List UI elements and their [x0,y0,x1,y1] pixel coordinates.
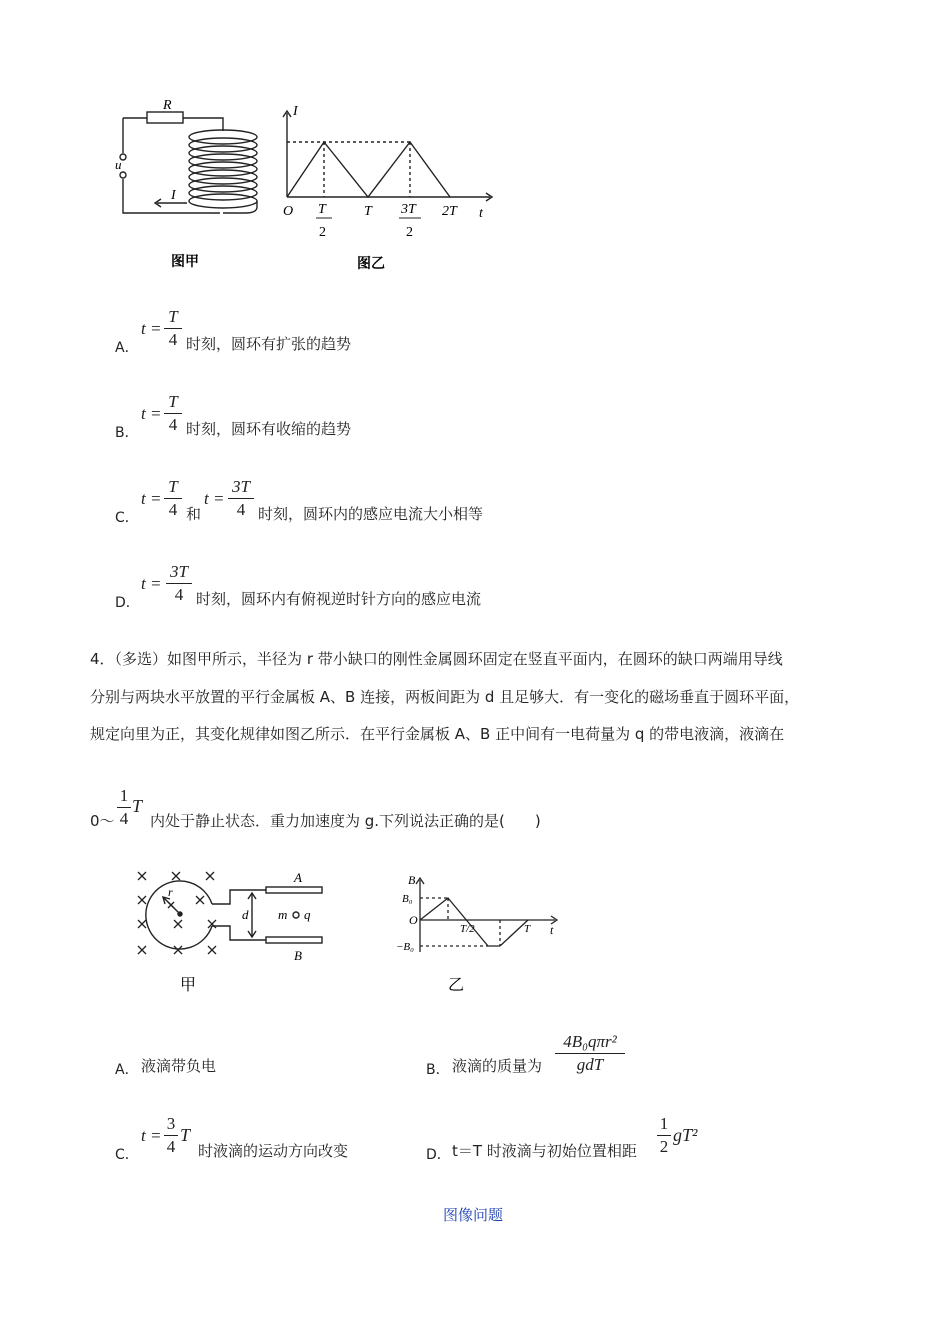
q4-option-c-text: 时液滴的运动方向改变 [198,1142,349,1160]
tick-3t-half-num: 3T [401,202,416,217]
graph1-origin: O [283,204,294,219]
q4-option-b-text: 液滴的质量为 [452,1057,543,1075]
figure2-left-caption: 甲 [180,977,197,994]
triangle-wave [287,142,450,197]
section-footer-link[interactable]: 图像问题 [443,1206,504,1224]
b-graph-x-label: t [550,923,554,937]
q4-option-d-text: t＝T 时液滴与初始位置相距 [452,1142,637,1160]
drop-mass-label: m [278,907,288,922]
q4-stem-line-3: 规定向里为正，其变化规律如图乙所示．在平行金属板 A、B 正中间有一电荷量为 q 的带电液滴，液滴在 [90,725,785,743]
figure2-right-caption: 乙 [448,977,465,994]
b-graph-y-label: B [408,873,416,887]
q4-stem-line-4-prefix: 0～ [90,812,115,830]
q4-stem-line-2: 分别与两块水平放置的平行金属板 A、B 连接，两板间距为 d 且足够大．有一变化的磁场垂直于圆环平面， [90,688,800,706]
q3-option-c-mid-text: 和 [186,505,202,523]
q3-option-c-label: C． [115,510,139,526]
q3-option-d-text: 时刻，圆环内有俯视逆时针方向的感应电流 [196,590,482,608]
q3-option-d-fraction: 3T 4 [166,562,192,605]
q4-option-a-text: 液滴带负电 [141,1057,217,1075]
voltage-label: u [115,157,122,172]
gap-label: d [242,907,249,922]
q3-option-c-var: t = [141,489,162,508]
drop-charge-label: q [304,907,311,922]
wire-top [212,890,266,904]
q4-option-c-var: t = [141,1126,162,1145]
coil [189,130,257,213]
q3-option-a-var: t = [141,319,162,338]
plate-a-label: A [294,870,302,885]
q4-option-d-fraction: 1 2 [657,1114,671,1157]
q4-option-b-fraction: 4B₀qπr² gdT [555,1032,625,1075]
graph1-x-label: t [479,206,483,221]
b-graph-neg-b0: −B₀ [396,941,414,953]
q3-option-b-text: 时刻，圆环有收缩的趋势 [186,420,352,438]
resistor [147,112,183,123]
plate-a [266,887,322,893]
b-graph-b0: B₀ [402,893,413,905]
tick-3t-half-den: 2 [406,225,413,240]
q4-stem-fraction: 1 4 [117,786,131,829]
coil-circuit-diagram [120,112,257,213]
q3-option-a-label: A． [115,340,139,356]
resistor-label: R [163,98,172,113]
b-graph-t: T [524,923,531,935]
wire-bottom [212,926,266,940]
q4-option-d-var: gT² [673,1125,698,1145]
current-label: I [171,188,176,203]
q3-option-a-fraction: T 4 [164,307,182,350]
q3-option-c-var-2: t = [204,489,225,508]
q4-stem-line-1: 4．（多选）如图甲所示，半径为 r 带小缺口的刚性金属圆环固定在竖直平面内，在圆环的缺口两端用导线 [90,650,783,668]
q4-stem-line-4-text: 内处于静止状态．重力加速度为 g.下列说法正确的是( ) [150,812,541,830]
plate-b-label: B [294,948,302,963]
q3-option-d-label: D． [115,595,140,611]
magnetic-field-time-graph [416,878,557,952]
q3-option-b-var: t = [141,404,162,423]
q4-option-a-label: A． [115,1062,139,1078]
graph1-y-label: I [293,104,298,119]
radius-label: r [168,885,173,899]
q4-stem-var: T [132,796,143,816]
q3-option-b-fraction: T 4 [164,392,182,435]
figure1-left-caption: 图甲 [171,255,199,270]
q4-option-c-label: C． [115,1147,139,1163]
q4-option-c-fraction: 3 4 [164,1114,178,1157]
current-time-graph [283,111,492,201]
figure-2 [130,862,570,1002]
tick-t-half-den: 2 [319,225,326,240]
radius-line [164,898,180,914]
figure-1 [105,95,505,280]
q3-option-c-fraction-1: T 4 [164,477,182,520]
tick-2t: 2T [442,204,457,219]
liquid-drop [293,912,299,918]
b-graph-t-half: T/2 [460,923,475,935]
b-graph-origin: O [409,913,418,927]
q4-option-c-var-t: T [180,1125,191,1145]
plate-b [266,937,322,943]
tick-t: T [364,204,372,219]
magnetic-field-crosses [138,872,216,954]
tick-t-half-num: T [318,202,326,217]
q3-option-d-var: t = [141,574,162,593]
q3-option-c-text: 时刻，圆环内的感应电流大小相等 [258,505,484,523]
q3-option-b-label: B． [115,425,139,441]
q3-option-a-text: 时刻，圆环有扩张的趋势 [186,335,352,353]
figure1-right-caption: 图乙 [357,257,385,272]
q4-option-b-label: B． [426,1062,450,1078]
q4-option-d-label: D． [426,1147,451,1163]
q3-option-c-fraction-2: 3T 4 [228,477,254,520]
b-graph-wave-1 [420,898,500,946]
